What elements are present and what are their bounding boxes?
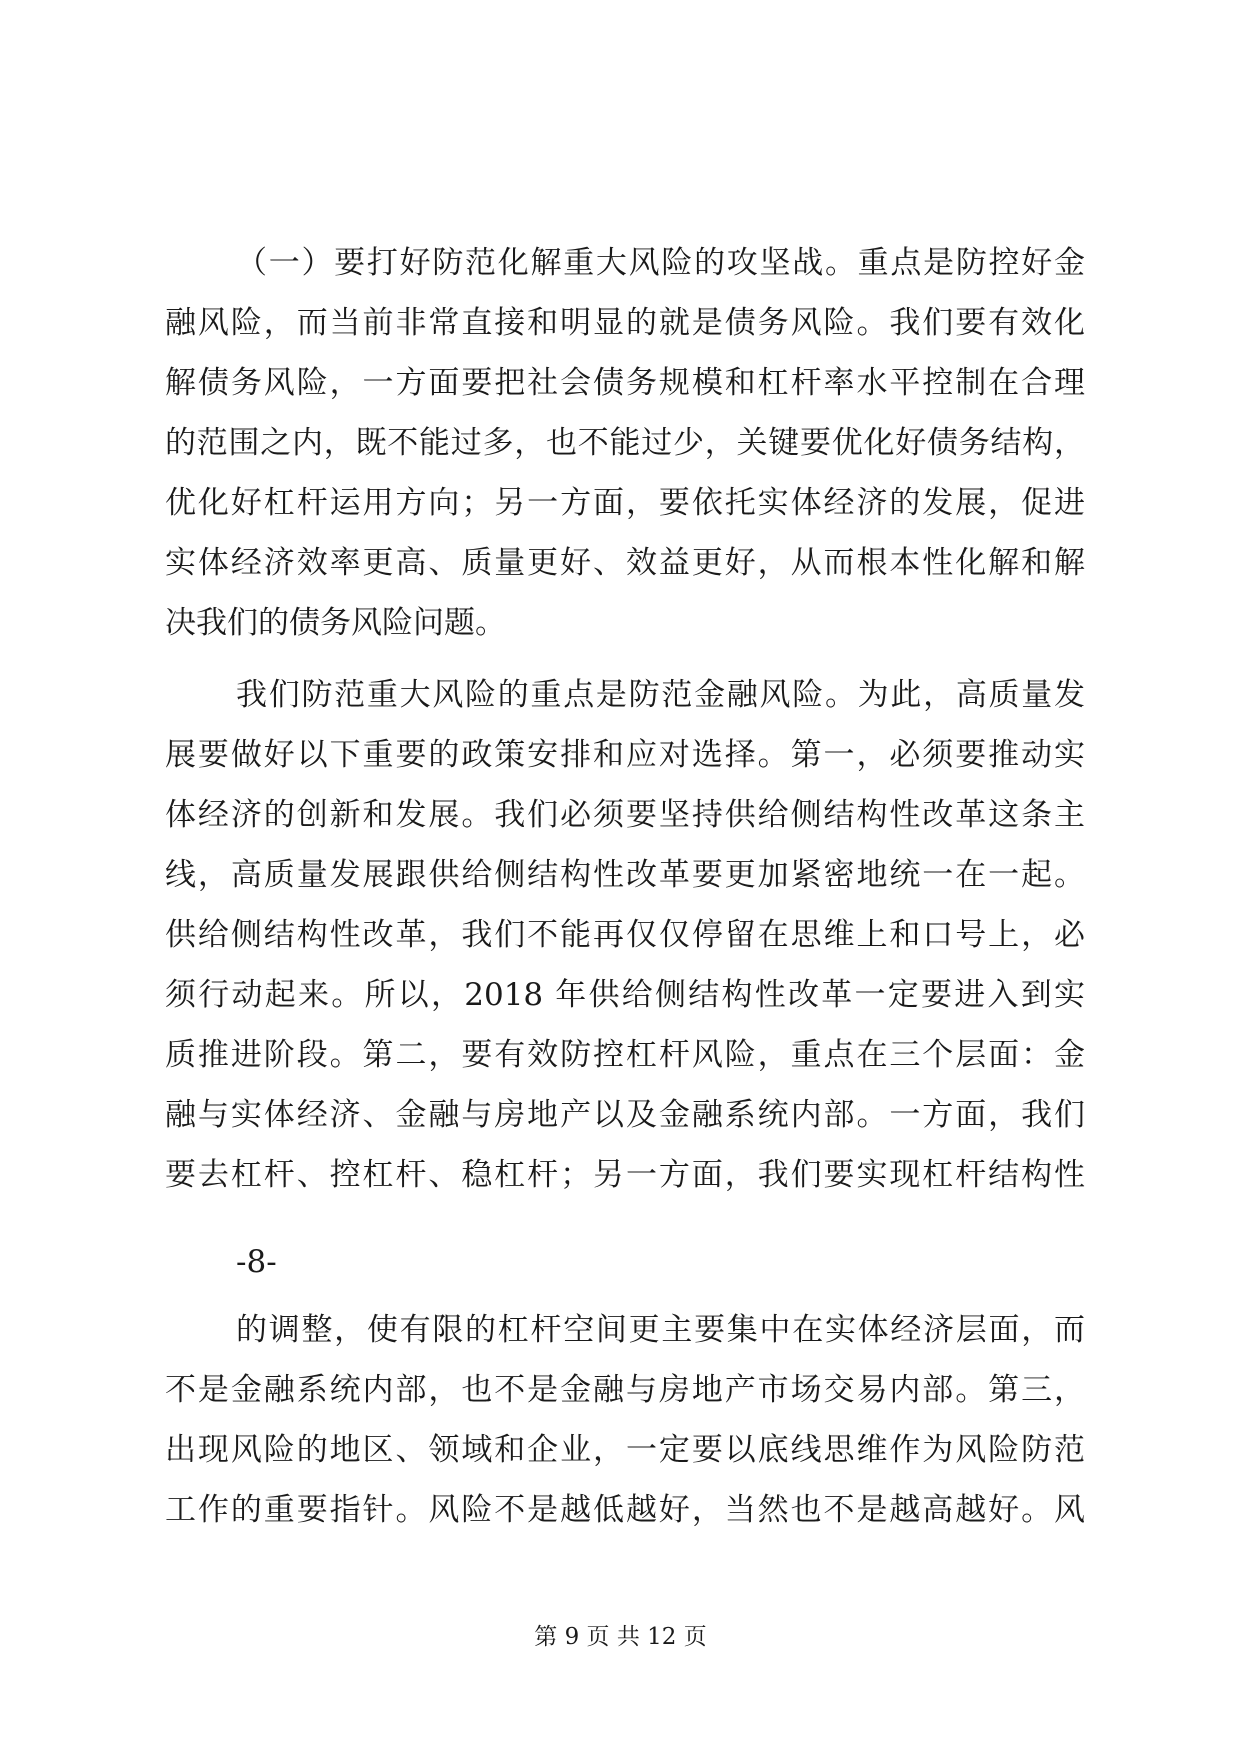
paragraph-line: 的调整，使有限的杠杆空间更主要集中在实体经济层面，而: [236, 1312, 1085, 1348]
paragraph-line: 供给侧结构性改革，我们不能再仅仅停留在思维上和口号上，必: [165, 917, 1085, 953]
paragraph-line: 要去杠杆、控杠杆、稳杠杆；另一方面，我们要实现杠杆结构性: [165, 1157, 1085, 1193]
paragraph-line: 解债务风险，一方面要把社会债务规模和杠杆率水平控制在合理: [165, 365, 1085, 401]
paragraph-line: 的范围之内，既不能过多，也不能过少，关键要优化好债务结构，: [165, 425, 1085, 461]
paragraph-line: 体经济的创新和发展。我们必须要坚持供给侧结构性改革这条主: [165, 797, 1085, 833]
paragraph-line: 工作的重要指针。风险不是越低越好，当然也不是越高越好。风: [165, 1492, 1085, 1528]
paragraph-line: 优化好杠杆运用方向；另一方面，要依托实体经济的发展，促进: [165, 485, 1085, 521]
paragraph-line: 展要做好以下重要的政策安排和应对选择。第一，必须要推动实: [165, 737, 1085, 773]
paragraph-line: 决我们的债务风险问题。: [165, 605, 506, 641]
paragraph-line: （一）要打好防范化解重大风险的攻坚战。重点是防控好金: [236, 245, 1085, 281]
paragraph-line: 实体经济效率更高、质量更好、效益更好，从而根本性化解和解: [165, 545, 1085, 581]
paragraph-line: 线，高质量发展跟供给侧结构性改革要更加紧密地统一在一起。: [165, 857, 1085, 893]
page-marker: -8-: [236, 1244, 277, 1280]
paragraph-line: 质推进阶段。第二，要有效防控杠杆风险，重点在三个层面：金: [165, 1037, 1085, 1073]
paragraph-line: 我们防范重大风险的重点是防范金融风险。为此，高质量发: [236, 677, 1085, 713]
paragraph-line: 出现风险的地区、领域和企业，一定要以底线思维作为风险防范: [165, 1432, 1085, 1468]
paragraph-line: 须行动起来。所以，2018 年供给侧结构性改革一定要进入到实: [165, 977, 1085, 1013]
paragraph-line: 融风险，而当前非常直接和明显的就是债务风险。我们要有效化: [165, 305, 1085, 341]
paragraph-line: 不是金融系统内部，也不是金融与房地产市场交易内部。第三，: [165, 1372, 1085, 1408]
page-footer: 第 9 页 共 12 页: [534, 1624, 707, 1650]
paragraph-line: 融与实体经济、金融与房地产以及金融系统内部。一方面，我们: [165, 1097, 1085, 1133]
